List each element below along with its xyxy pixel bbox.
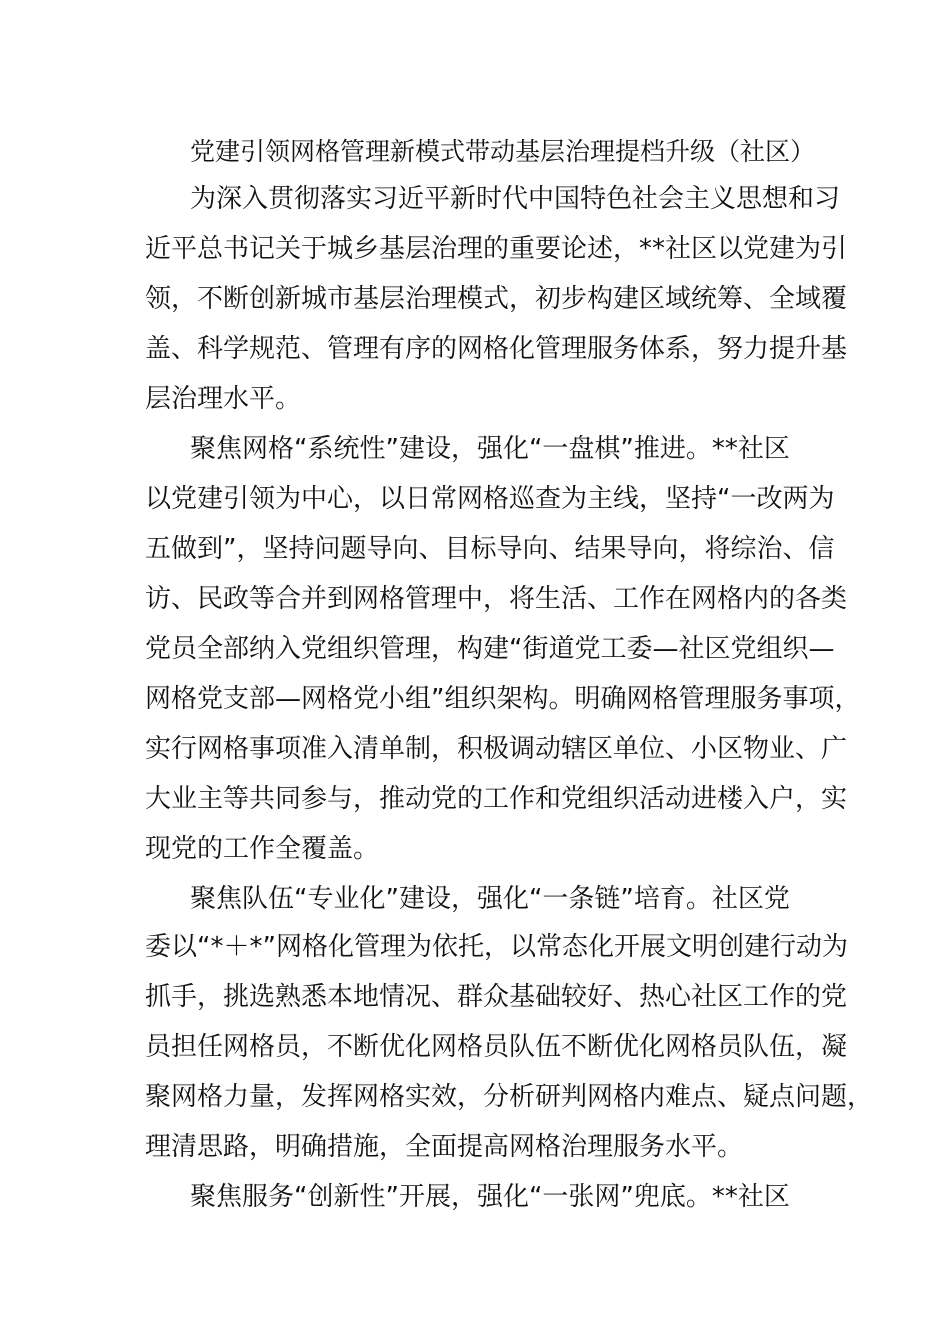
text-line: 五做到”，坚持问题导向、目标导向、结果导向，将综治、信 <box>145 534 835 564</box>
text-line: 访、民政等合并到网格管理中，将生活、工作在网格内的各类 <box>145 584 848 614</box>
text-line: 聚焦网格“系统性”建设，强化“一盘棋”推进。**社区 <box>190 434 790 464</box>
text-line: 网格党支部—网格党小组”组织架构。明确网格管理服务事项， <box>145 684 861 714</box>
text-line: 实行网格事项准入清单制，积极调动辖区单位、小区物业、广 <box>145 734 848 764</box>
document-title: 党建引领网格管理新模式带动基层治理提档升级（社区） <box>190 137 816 166</box>
text-line: 盖、科学规范、管理有序的网格化管理服务体系，努力提升基 <box>145 334 848 364</box>
text-line: 聚焦队伍“专业化”建设，强化“一条链”培育。社区党 <box>190 884 790 914</box>
text-line: 聚网格力量，发挥网格实效，分析研判网格内难点、疑点问题， <box>145 1082 874 1112</box>
text-line: 聚焦服务“创新性”开展，强化“一张网”兜底。**社区 <box>190 1182 790 1212</box>
text-line: 抓手，挑选熟悉本地情况、群众基础较好、热心社区工作的党 <box>145 982 848 1012</box>
text-line: 领，不断创新城市基层治理模式，初步构建区域统筹、全域覆 <box>145 284 848 314</box>
text-line: 党员全部纳入党组织管理，构建“街道党工委—社区党组织— <box>145 634 835 664</box>
text-line: 层治理水平。 <box>145 384 302 414</box>
text-line: 以党建引领为中心，以日常网格巡查为主线，坚持“一改两为 <box>145 484 835 514</box>
text-line: 员担任网格员，不断优化网格员队伍不断优化网格员队伍，凝 <box>145 1032 848 1062</box>
text-line: 近平总书记关于城乡基层治理的重要论述，**社区以党建为引 <box>145 234 848 264</box>
text-line: 理清思路，明确措施，全面提高网格治理服务水平。 <box>145 1132 744 1162</box>
text-line: 现党的工作全覆盖。 <box>145 834 380 864</box>
text-line: 大业主等共同参与，推动党的工作和党组织活动进楼入户，实 <box>145 784 848 814</box>
text-line: 委以“*＋*”网格化管理为依托，以常态化开展文明创建行动为 <box>145 932 848 962</box>
text-line: 为深入贯彻落实习近平新时代中国特色社会主义思想和习 <box>190 184 841 214</box>
